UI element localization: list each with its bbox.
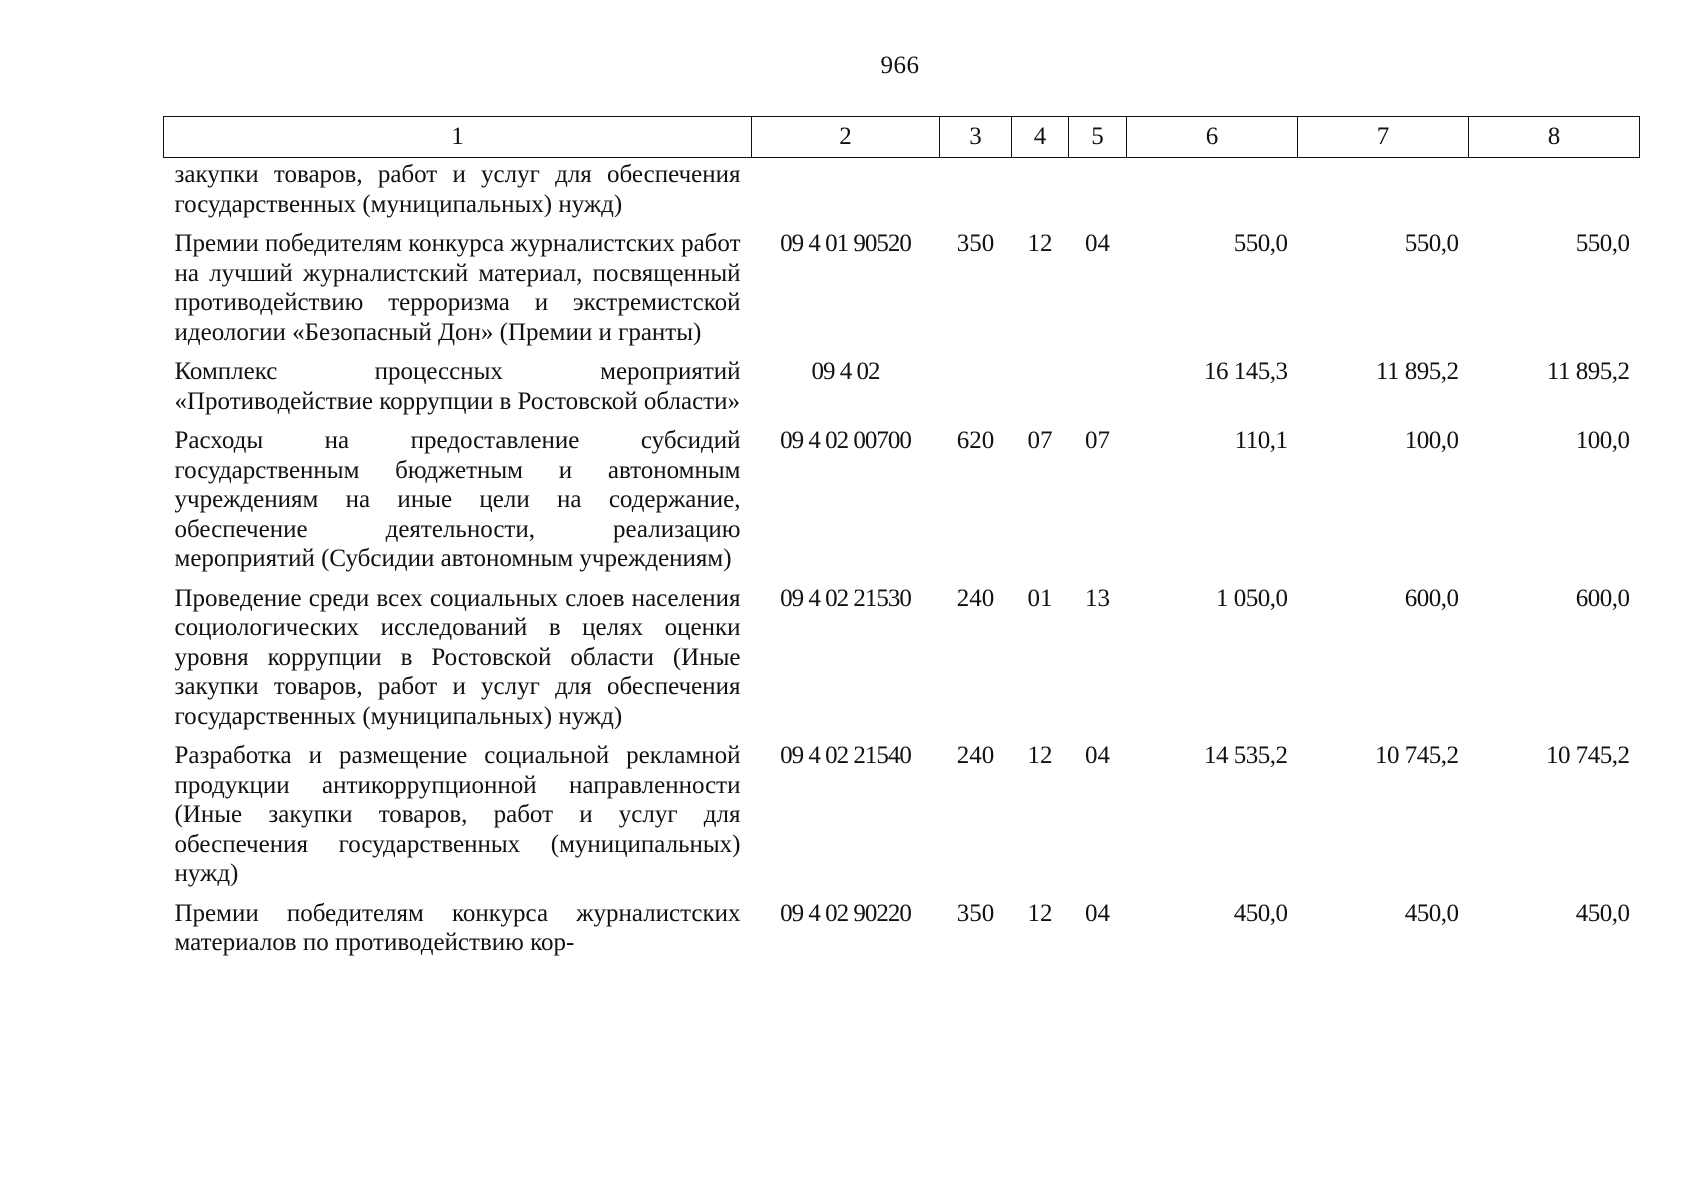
column-header-2: 2 — [752, 117, 940, 158]
row-vr: 620 — [956, 427, 995, 454]
row-sum-1: 110,1 — [1234, 427, 1288, 454]
row-code: 09 4 01 90520 — [780, 230, 911, 257]
row-sum-3: 600,0 — [1575, 584, 1630, 612]
row-sum-2: 10 745,2 — [1375, 742, 1459, 769]
row-rz: 12 — [1027, 742, 1053, 769]
row-vr: 240 — [956, 584, 995, 612]
column-header-5: 5 — [1069, 117, 1127, 158]
row-rz: 12 — [1027, 899, 1053, 927]
table-row — [164, 426, 1640, 584]
row-sum-3 — [1469, 158, 1640, 230]
row-rz — [1012, 158, 1069, 230]
row-sum-1: 550,0 — [1233, 230, 1288, 257]
row-sum-3: 550,0 — [1575, 230, 1630, 257]
row-pr — [1069, 158, 1127, 230]
column-header-6: 6 — [1127, 117, 1298, 158]
row-code: 09 4 02 — [811, 358, 880, 385]
row-name: закупки товаров, работ и услуг для обеспечения государственных (муниципальных) нужд) — [174, 161, 741, 218]
table-row — [164, 584, 1640, 742]
row-code: 09 4 02 21530 — [780, 584, 911, 612]
row-rz: 12 — [1027, 230, 1053, 257]
column-header-1: 1 — [164, 117, 752, 158]
table-row — [164, 158, 1640, 230]
row-code: 09 4 02 00700 — [780, 427, 911, 454]
row-vr — [940, 158, 1012, 230]
row-name: Премии победителям конкурса журналистских материалов по противодействию кор- — [174, 899, 741, 956]
row-sum-1 — [1127, 158, 1298, 230]
row-rz: 01 — [1027, 584, 1053, 612]
row-sum-3: 100,0 — [1575, 427, 1630, 454]
row-pr: 13 — [1085, 584, 1110, 612]
row-sum-3: 10 745,2 — [1546, 742, 1630, 769]
column-header-7: 7 — [1298, 117, 1469, 158]
row-sum-1: 14 535,2 — [1204, 742, 1288, 769]
table-row — [164, 357, 1640, 426]
column-header-3: 3 — [940, 117, 1012, 158]
table-body — [164, 158, 1640, 968]
row-name: Проведение среди всех социальных слоев населения социологических исследований в целях оценки уровня коррупции в Ростовской области (Иные закупки товаров, работ и услуг для обеспечения государственных (муниципальных) нужд) — [174, 584, 741, 730]
row-rz — [1012, 357, 1069, 426]
row-sum-2: 11 895,2 — [1375, 358, 1459, 385]
column-header-8: 8 — [1469, 117, 1640, 158]
row-sum-2: 100,0 — [1404, 427, 1459, 454]
row-sum-2 — [1298, 158, 1469, 230]
header-row — [164, 117, 1640, 158]
row-sum-2: 600,0 — [1404, 584, 1459, 612]
column-header-4: 4 — [1012, 117, 1069, 158]
table-row — [164, 741, 1640, 899]
row-pr: 04 — [1085, 899, 1110, 927]
row-code: 09 4 02 21540 — [780, 742, 911, 769]
row-sum-2: 550,0 — [1404, 230, 1459, 257]
page-number: 966 — [880, 52, 920, 79]
row-sum-2: 450,0 — [1404, 899, 1459, 927]
row-vr: 240 — [956, 742, 995, 769]
row-sum-1: 16 145,3 — [1204, 358, 1288, 385]
row-pr: 07 — [1085, 427, 1110, 454]
table-row — [164, 229, 1640, 357]
row-name: Премии победителям конкурса журналистских работ на лучший журналистский материал, посвященный противодействию терроризма и экстремистской идеологии «Безопасный Дон» (Премии и гранты) — [174, 230, 741, 346]
row-sum-1: 450,0 — [1233, 899, 1288, 927]
row-code — [752, 158, 940, 230]
row-vr — [940, 357, 1012, 426]
row-code: 09 4 02 90220 — [780, 899, 911, 927]
row-name: Разработка и размещение социальной рекламной продукции антикоррупционной направленности (Иные закупки товаров, работ и услуг для обеспечения государственных (муниципальных) нужд) — [174, 742, 741, 887]
row-sum-3: 11 895,2 — [1546, 358, 1630, 385]
row-pr — [1069, 357, 1127, 426]
row-vr: 350 — [956, 899, 995, 927]
table-row — [164, 899, 1640, 968]
row-pr: 04 — [1085, 742, 1110, 769]
row-vr: 350 — [956, 230, 995, 257]
row-sum-3: 450,0 — [1575, 899, 1630, 927]
row-name: Расходы на предоставление субсидий государственным бюджетным и автономным учреждениям на иные цели на содержание, обеспечение деятельности, реализацию мероприятий (Субсидии автономным учреждениям) — [174, 427, 741, 572]
row-name: Комплекс процессных мероприятий «Противодействие коррупции в Ростовской области» — [174, 358, 741, 415]
row-sum-1: 1 050,0 — [1216, 584, 1288, 612]
table-header — [164, 117, 1640, 158]
budget-table — [163, 116, 1640, 968]
row-rz: 07 — [1027, 427, 1053, 454]
row-pr: 04 — [1085, 230, 1110, 257]
